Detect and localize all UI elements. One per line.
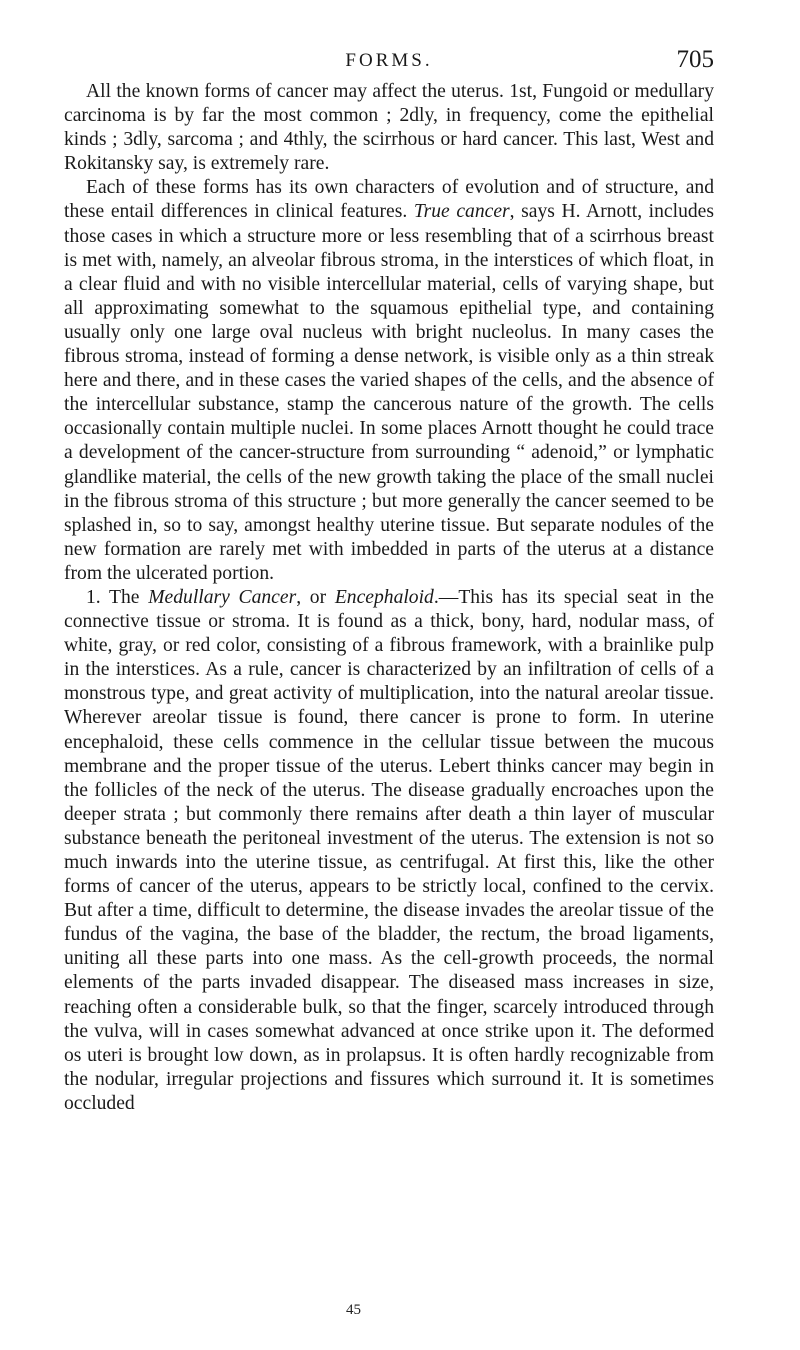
book-page [64, 46, 714, 1116]
signature-mark: 45 [346, 1302, 361, 1318]
paragraph-text: , says H. Arnott, includes those cases in which a structure more or less resembling that of a scirrhous breast is met with, namely, an alveolar fibrous stroma, in the interstices of which float, in a clear fluid and with no visible intercellular material, cells of varying shape, but all approximating somewhat to the squamous epithelial type, and containing usually only one large oval nucleus with bright nucleolus. In many cases the fibrous stroma, instead of forming a dense network, is visible only as a thin streak here and there, and in these cases the varied shapes of the cells, and the absence of the intercellular substance, stamp the cancerous nature of the growth. The cells occasionally contain multiple nuclei. In some places Arnott thought he could trace a development of the cancer-structure from surrounding “ adenoid,” or lymphatic glandlike material, the cells of the new growth taking the place of the small nuclei in the fibrous stroma of this structure ; but more generally the cancer seemed to be splashed in, so to say, amongst healthy uterine tissue. But separate nodules of the new formation are rarely met with imbedded in parts of the uterus at a distance from the ulcerated portion. [64, 201, 714, 584]
paragraph-text: .—This has its special seat in the connective tissue or stroma. It is found as a thick, bony, hard, nodular mass, of white, gray, or red color, consisting of a fibrous framework, with a brainlike pulp in the interstices. As a rule, cancer is characterized by an infiltration of cells of a monstrous type, and great activity of multiplication, into the natural areolar tissue. Wherever areolar tissue is found, there cancer is prone to form. In uterine encephaloid, these cells commence in the cellular tissue between the mucous membrane and the proper tissue of the uterus. Lebert thinks cancer may begin in the follicles of the neck of the uterus. The disease gradually encroaches upon the deeper strata ; but commonly there remains after death a thin layer of muscular substance beneath the peritoneal investment of the uterus. The extension is not so much inwards into the uterine tissue, as centrifugal. At first this, like the other forms of cancer of the uterus, appears to be strictly local, confined to the cervix. But after a time, difficult to determine, the disease invades the areolar tissue of the fundus of the vagina, the base of the bladder, the rectum, the broad ligaments, uniting all these parts into one mass. As the cell-growth proceeds, the normal elements of the parts invaded disappear. The diseased mass increases in size, reaching often a considerable bulk, so that the finger, scarcely introduced through the vulva, will in cases somewhat advanced at once strike upon it. The deformed os uteri is brought low down, as in prolapsus. It is often hardly recognizable from the nodular, irregular projections and fissures which surround it. It is sometimes occluded [64, 586, 714, 1114]
paragraph [64, 80, 714, 176]
paragraph [64, 586, 714, 1116]
italic-term: Medullary Cancer [148, 586, 297, 608]
paragraph [64, 176, 714, 586]
running-head: FORMS. [345, 50, 433, 71]
page-header [64, 46, 714, 74]
italic-term: Encephaloid [334, 586, 434, 608]
paragraph-text: All the known forms of cancer may affect the uterus. 1st, Fungoid or medullary carcinoma is by far the most common ; 2dly, in frequency, come the epithelial kinds ; 3dly, sarcoma ; and 4thly, the scirrhous or hard cancer. This last, West and Rokitansky say, is extremely rare. [64, 81, 714, 175]
paragraph-text: Each of these forms has its own characters of evolution and of structure, and these entail differences in clinical features. [64, 177, 714, 223]
italic-term: True cancer [413, 201, 510, 223]
body-text [64, 80, 714, 1116]
paragraph-text: 1. The [86, 586, 149, 608]
paragraph-text: , or [296, 586, 335, 608]
page-number: 705 [676, 46, 714, 73]
